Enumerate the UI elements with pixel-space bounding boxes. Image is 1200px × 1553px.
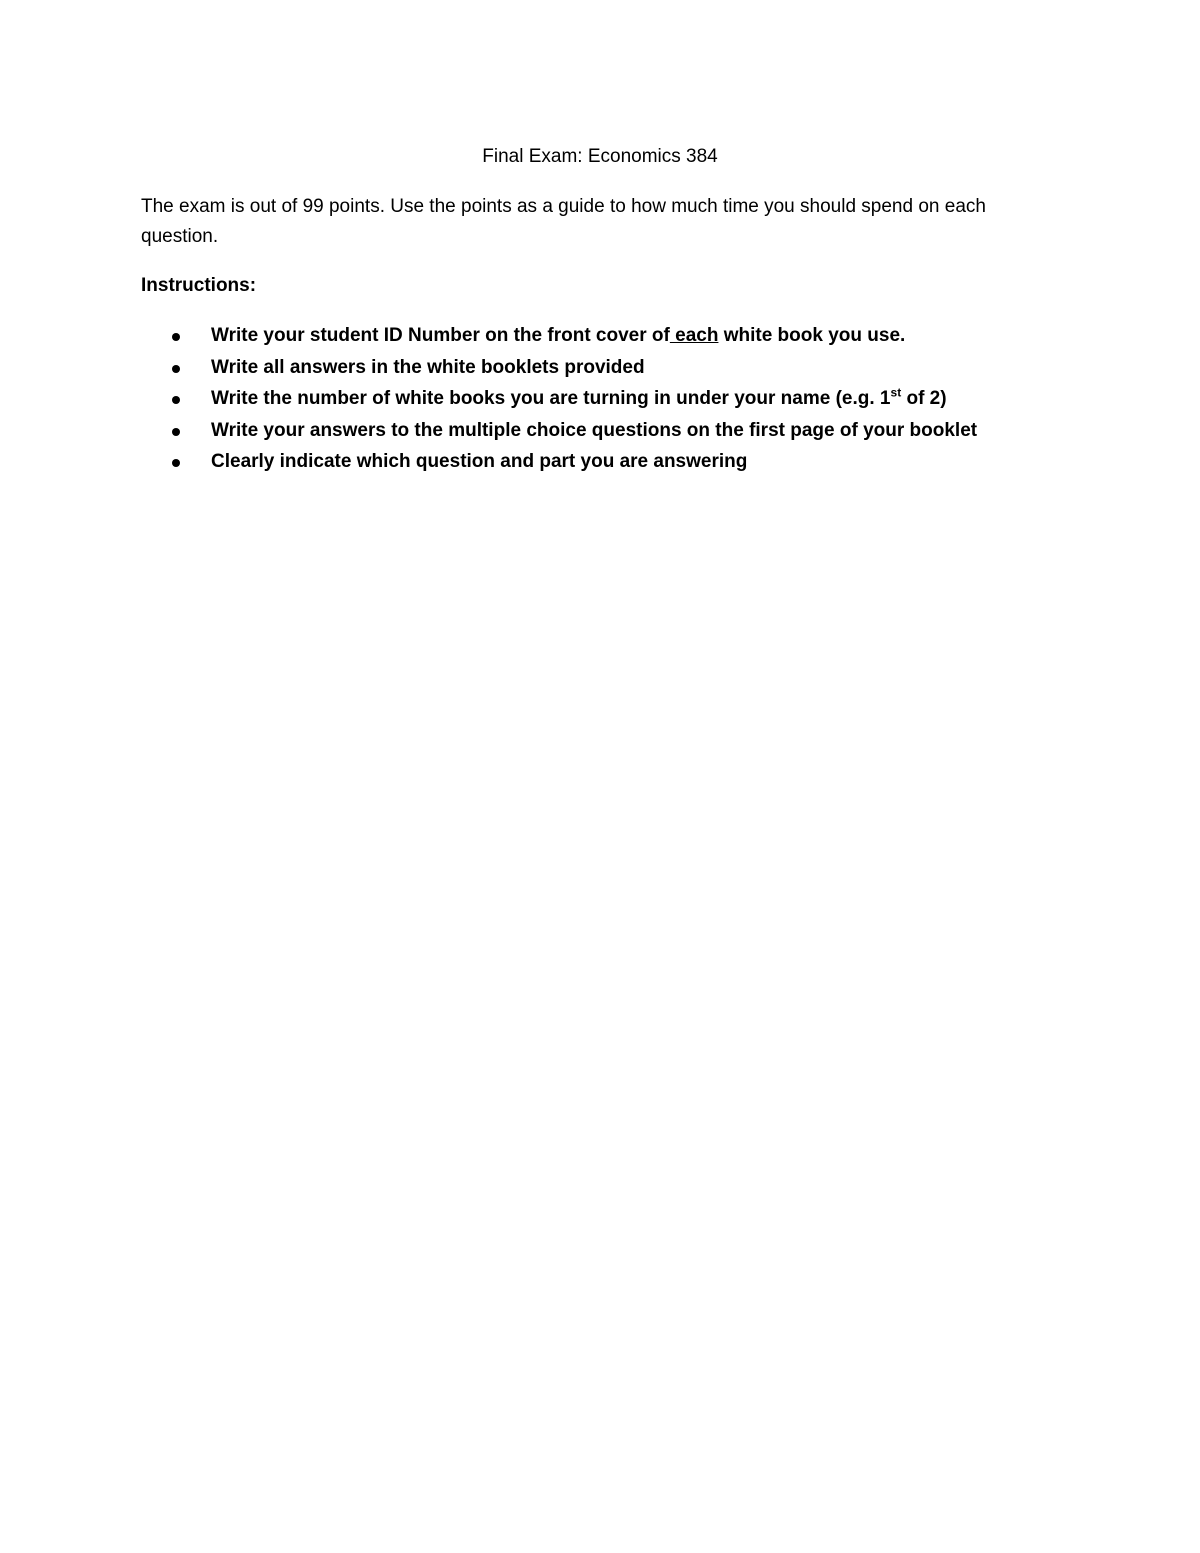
list-item	[0, 385, 1200, 417]
bullet-text: Write all answers in the white booklets provided	[211, 356, 645, 378]
bullet-text-part: Write your student ID Number on the front cover of	[211, 325, 670, 346]
intro-paragraph: The exam is out of 99 points. Use the points as a guide to how much time you should spend on each question.	[141, 196, 986, 247]
bullet-icon	[172, 428, 180, 436]
bullet-text-part: of 2)	[901, 388, 947, 409]
list-item	[0, 417, 1200, 449]
bullet-icon	[172, 459, 180, 467]
exam-title: Final Exam: Economics 384	[482, 146, 718, 167]
bullet-icon	[172, 333, 180, 341]
bullet-text	[211, 385, 947, 413]
bullet-text-part: white book you use.	[718, 325, 906, 346]
list-item	[0, 448, 1200, 480]
bullet-icon	[172, 396, 180, 404]
bullet-text	[211, 322, 905, 350]
underlined-word: each	[669, 325, 719, 346]
ordinal-superscript: st	[890, 385, 902, 400]
list-item	[0, 354, 1200, 386]
bullet-text: Clearly indicate which question and part you are answering	[211, 451, 748, 472]
instructions-list	[0, 322, 1200, 480]
bullet-icon	[172, 365, 180, 373]
bullet-text-part: Write the number of white books you are turning in under your name (e.g. 1	[211, 388, 891, 409]
list-item	[0, 322, 1200, 354]
instructions-heading: Instructions:	[141, 275, 257, 296]
bullet-text: Write your answers to the multiple choice questions on the first page of your booklet	[211, 419, 978, 441]
